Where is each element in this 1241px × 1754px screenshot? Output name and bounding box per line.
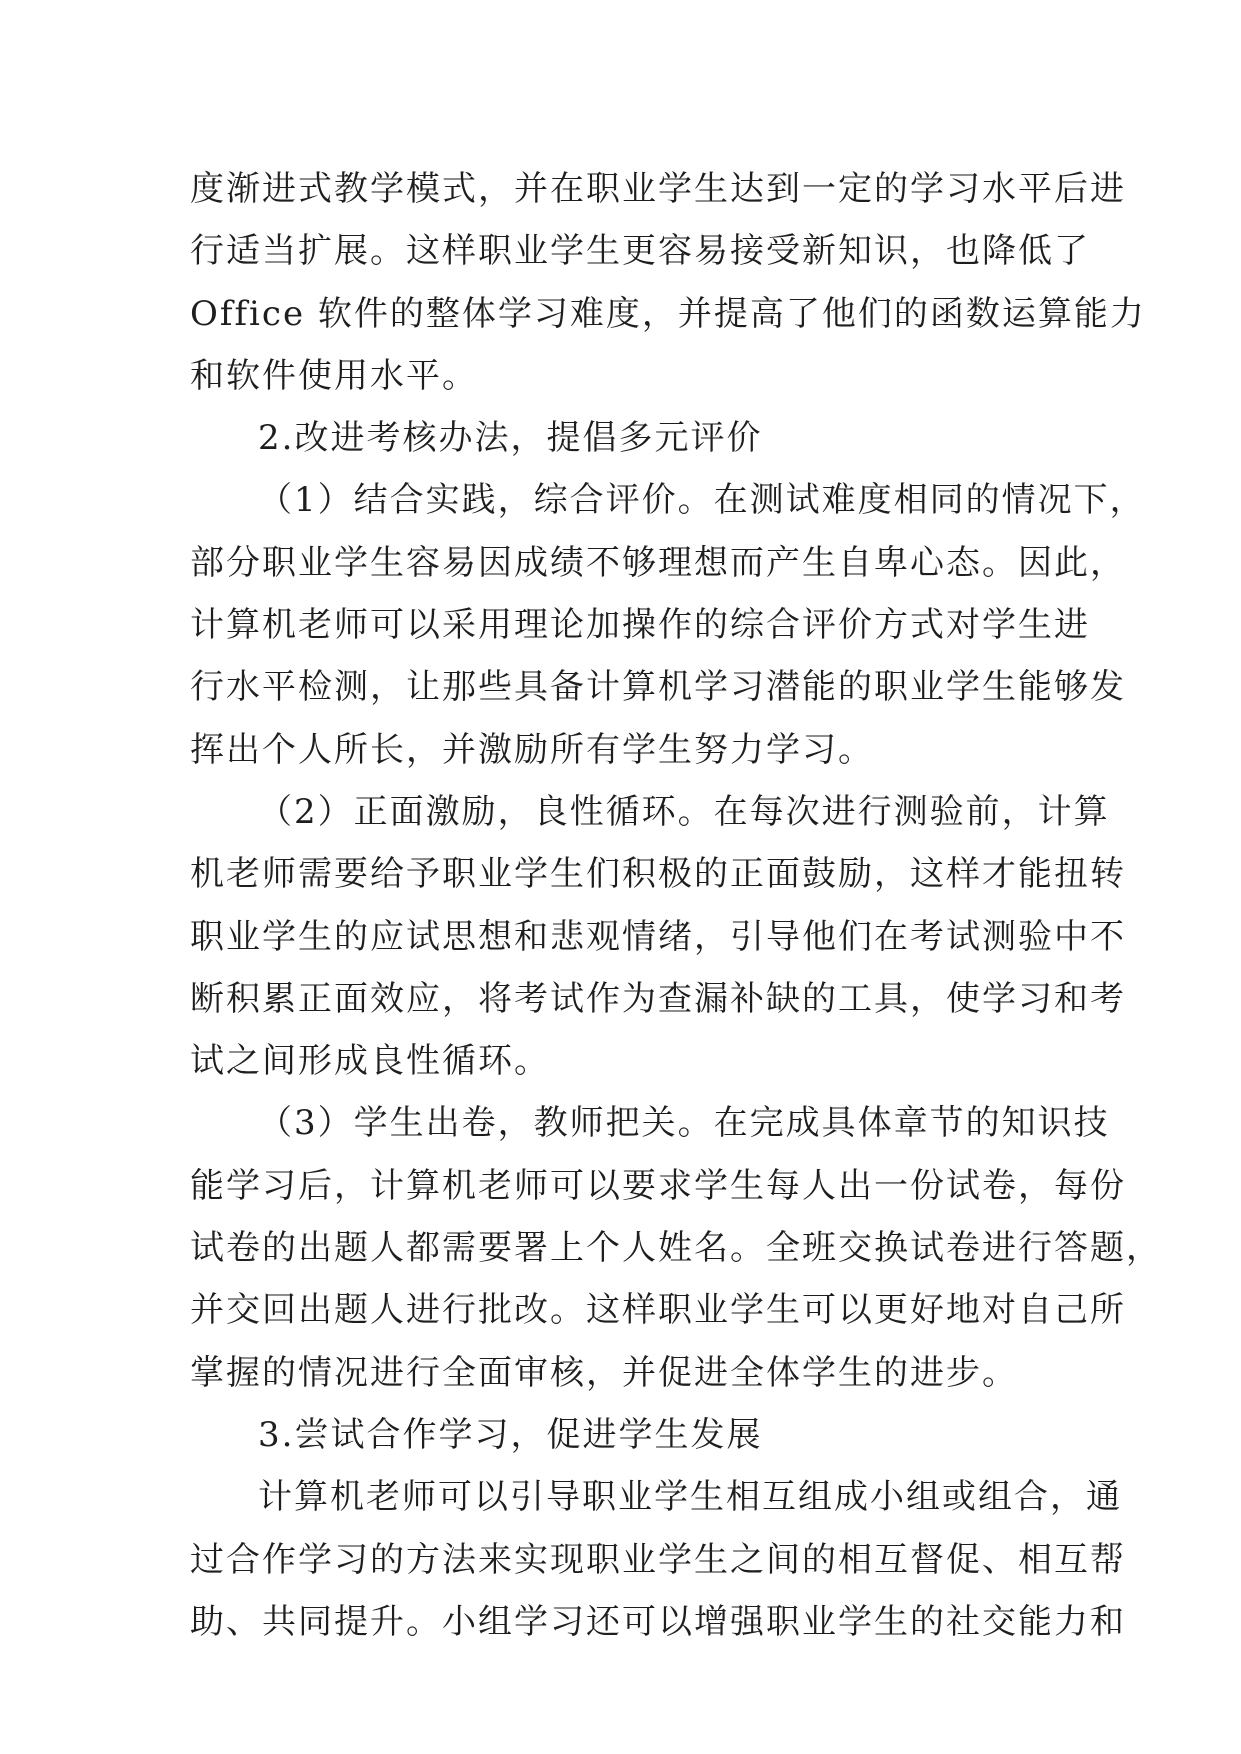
subsection-heading-1: （1）结合实践，综合评价。在测试难度相同的情况下， (258, 480, 1146, 521)
text-line-19: 并交回出题人进行批改。这样职业学生可以更好地对自己所 (190, 1290, 1126, 1331)
text-line-10: 挥出个人所长，并激励所有学生努力学习。 (190, 729, 874, 770)
text-line-15: 试之间形成良性循环。 (190, 1041, 550, 1082)
text-line-1: 度渐进式教学模式，并在职业学生达到一定的学习水平后进 (190, 169, 1126, 209)
text-line-2: 行适当扩展。这样职业学生更容易接受新知识，也降低了 (190, 231, 1090, 272)
text-line-22: 计算机老师可以引导职业学生相互组成小组或组合，通 (258, 1477, 1122, 1518)
text-line-4: 和软件使用水平。 (190, 355, 478, 396)
text-line-8: 计算机老师可以采用理论加操作的综合评价方式对学生进 (190, 605, 1090, 646)
section-heading-2: 2.改进考核办法，提倡多元评价 (258, 418, 763, 459)
text-line-12: 机老师需要给予职业学生们积极的正面鼓励，这样才能扭转 (190, 854, 1126, 895)
text-line-23: 过合作学习的方法来实现职业学生之间的相互督促、相互帮 (190, 1539, 1126, 1580)
text-line-18: 试卷的出题人都需要署上个人姓名。全班交换试卷进行答题， (190, 1228, 1162, 1269)
text-line-13: 职业学生的应试思想和悲观情绪，引导他们在考试测验中不 (190, 916, 1126, 957)
subsection-heading-3: （3）学生出卷，教师把关。在完成具体章节的知识技 (258, 1103, 1110, 1144)
document-body (190, 158, 1162, 1653)
text-line-9: 行水平检测，让那些具备计算机学习潜能的职业学生能够发 (190, 667, 1126, 708)
text-line-24: 助、共同提升。小组学习还可以增强职业学生的社交能力和 (190, 1601, 1126, 1642)
section-heading-3: 3.尝试合作学习，促进学生发展 (258, 1414, 763, 1455)
text-line-14: 断积累正面效应，将考试作为查漏补缺的工具，使学习和考 (190, 978, 1126, 1019)
text-line-20: 掌握的情况进行全面审核，并促进全体学生的进步。 (190, 1352, 1018, 1393)
text-line-17: 能学习后，计算机老师可以要求学生每人出一份试卷，每份 (190, 1165, 1126, 1206)
subsection-heading-2: （2）正面激励，良性循环。在每次进行测验前，计算 (258, 791, 1110, 832)
text-line-7: 部分职业学生容易因成绩不够理想而产生自卑心态。因此， (190, 542, 1126, 583)
text-line-3: Office 软件的整体学习难度，并提高了他们的函数运算能力 (190, 293, 1146, 334)
